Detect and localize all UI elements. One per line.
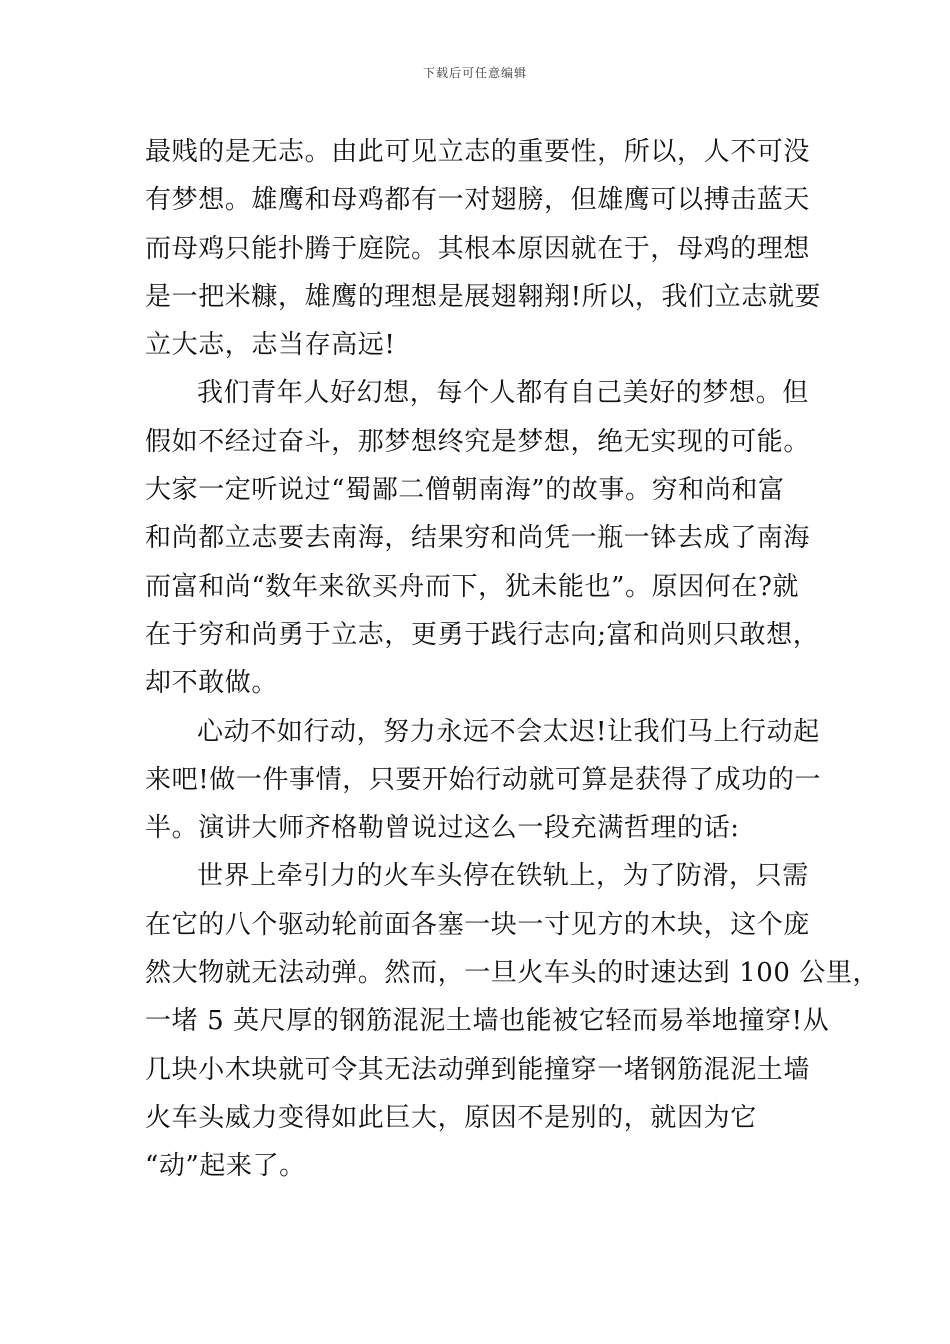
paragraph-first-line: 心动不如行动，努力永远不会太迟!让我们马上行动起 xyxy=(197,716,820,747)
text-line: 和尚都立志要去南海，结果穷和尚凭一瓶一钵去成了南海 xyxy=(145,523,811,554)
text-line: 几块小木块就可令其无法动弹到能撞穿一堵钢筋混泥土墙 xyxy=(145,1054,811,1085)
text-line: 是一把米糠，雄鹰的理想是展翅翱翔!所以，我们立志就要 xyxy=(145,281,822,312)
document-body xyxy=(145,128,880,1191)
text-line: 大家一定听说过“蜀鄙二僧朝南海”的故事。穷和尚和富 xyxy=(145,475,785,506)
text-line: 假如不经过奋斗，那梦想终究是梦想，绝无实现的可能。 xyxy=(145,426,811,457)
text-line: 在于穷和尚勇于立志，更勇于践行志向;富和尚则只敢想， xyxy=(145,619,820,650)
text-line: 然大物就无法动弹。然而，一旦火车头的时速达到 100 公里， xyxy=(145,958,880,989)
text-line: 而母鸡只能扑腾于庭院。其根本原因就在于，母鸡的理想 xyxy=(145,233,811,264)
page-header-note: 下载后可任意编辑 xyxy=(422,66,527,80)
text-line: 有梦想。雄鹰和母鸡都有一对翅膀，但雄鹰可以搏击蓝天 xyxy=(145,185,811,216)
text-line: 却不敢做。 xyxy=(145,668,279,699)
text-line: 最贱的是无志。由此可见立志的重要性，所以，人不可没 xyxy=(145,137,811,167)
text-line: 立大志，志当存高远! xyxy=(145,330,396,361)
text-line: 在它的八个驱动轮前面各塞一块一寸见方的木块，这个庞 xyxy=(145,909,811,940)
paragraph-first-line: 世界上牵引力的火车头停在铁轨上，为了防滑，只需 xyxy=(197,861,809,892)
text-line: 半。演讲大师齐格勒曾说过这么一段充满哲理的话: xyxy=(145,813,740,844)
text-line: 一堵 5 英尺厚的钢筋混泥土墙也能被它轻而易举地撞穿!从 xyxy=(145,1006,830,1037)
text-line: 来吧!做一件事情，只要开始行动就可算是获得了成功的一 xyxy=(145,764,822,795)
paragraph-first-line: 我们青年人好幻想，每个人都有自己美好的梦想。但 xyxy=(197,378,809,409)
text-line: “动”起来了。 xyxy=(145,1151,306,1182)
text-line: 而富和尚“数年来欲买舟而下，犹未能也”。原因何在?就 xyxy=(145,571,800,602)
text-line: 火车头威力变得如此巨大，原因不是别的，就因为它 xyxy=(145,1102,757,1133)
